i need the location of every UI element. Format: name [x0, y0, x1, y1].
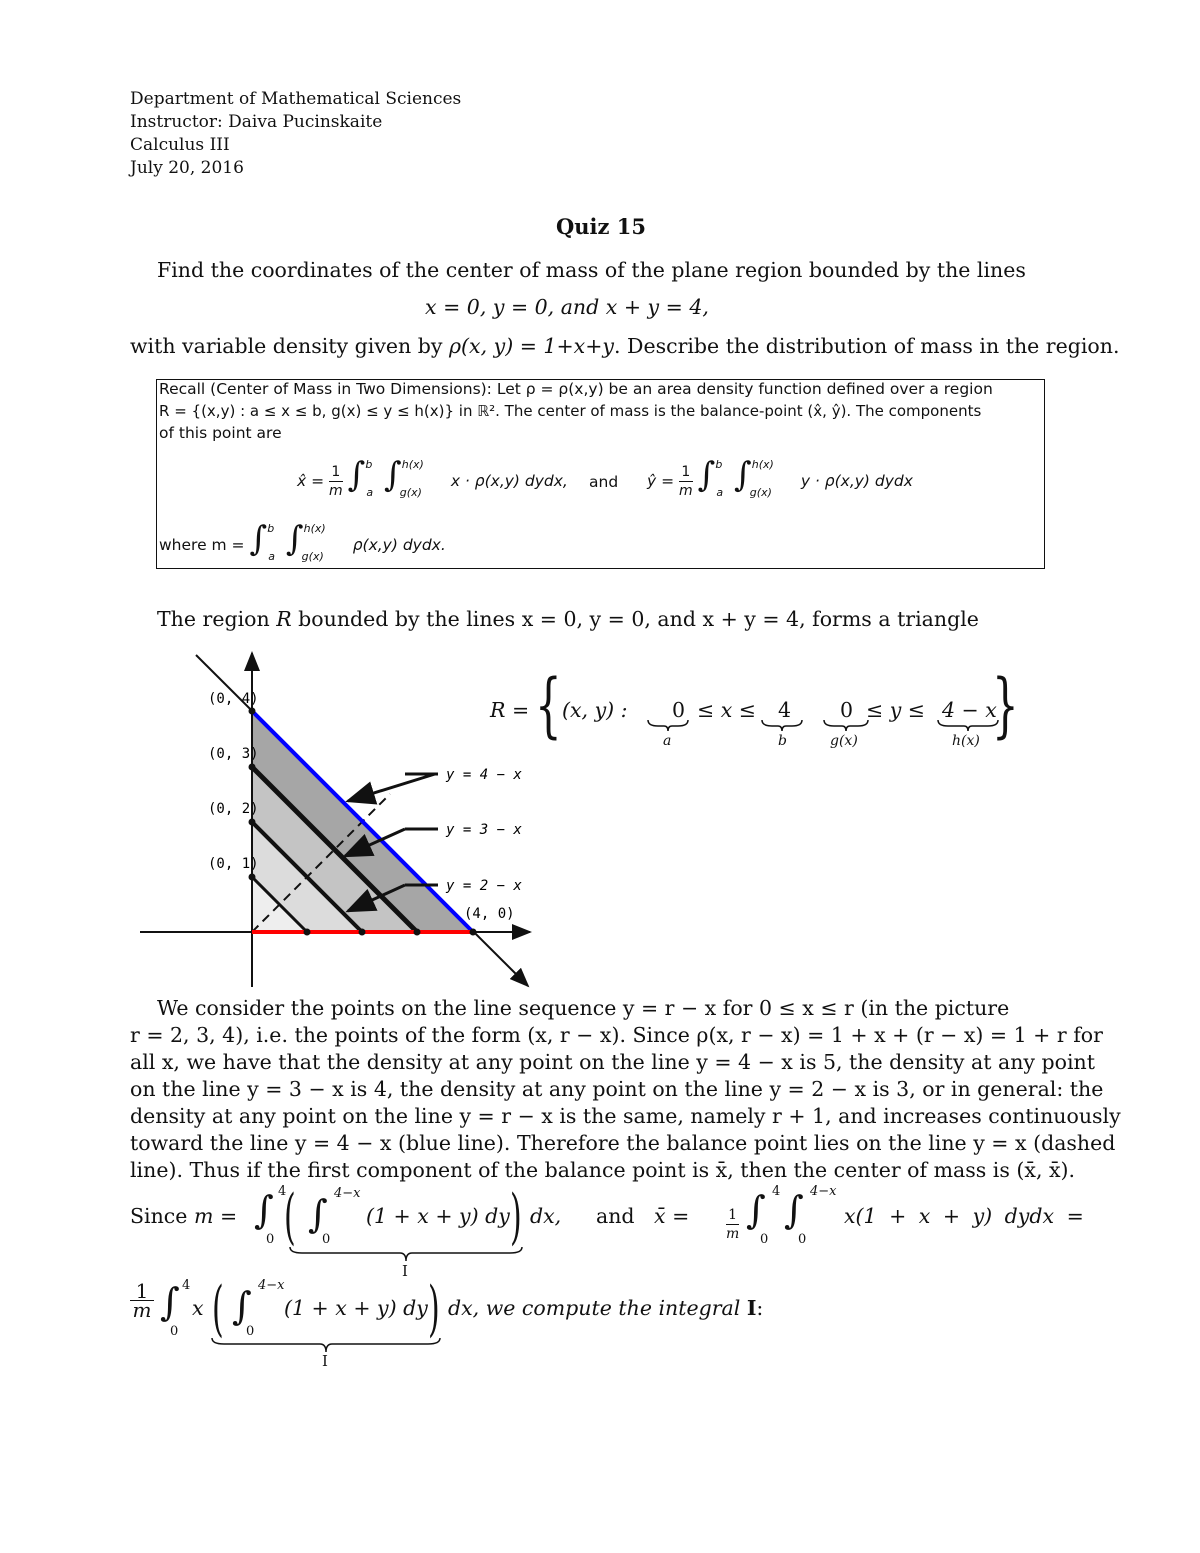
yhat-formula: ŷ = $\frac{1}{m}$ ∫$^b_a$ ∫$^{h(x)}_{g(x)}$ y · ρ(x,y) dydx	[647, 455, 913, 499]
inner-integral-1: ∫	[308, 1192, 328, 1236]
recall-line-1: Recall (Center of Mass in Two Dimensions): Let ρ = ρ(x,y) be an area density function defined over a region	[159, 380, 993, 398]
date-line: July 20, 2016	[130, 158, 244, 178]
underbraces	[640, 718, 1020, 732]
inner-integral-2: ∫	[784, 1188, 804, 1232]
label-y-3-x: y = 3 − x	[446, 822, 522, 838]
label-y-4-x: y = 4 − x	[446, 767, 522, 783]
region-bound-h: 4 − x	[942, 698, 997, 722]
region-bound-a: 0	[672, 698, 686, 722]
label-y-2-x: y = 2 − x	[446, 878, 522, 894]
region-bound-g: 0	[840, 698, 854, 722]
recall-line-3: of this point are	[159, 424, 282, 442]
body-line-7: line). Thus if the first component of the balance point is x̄, then the center of mass is (x̄, x̄).	[130, 1158, 1076, 1182]
right-brace: }	[992, 664, 1019, 746]
body-line-2: r = 2, 3, 4), i.e. the points of the form (x, r − x). Since ρ(x, r − x) = 1 + x + (r − x) = 1 + r for	[130, 1023, 1103, 1047]
region-sentence: The region R bounded by the lines x = 0, y = 0, and x + y = 4, forms a triangle	[157, 607, 979, 631]
xbar-equals: x̄ =	[654, 1204, 690, 1228]
department-line: Department of Mathematical Sciences	[130, 89, 462, 109]
I-label-1: I	[402, 1262, 408, 1280]
region-y-ineq: ≤ y ≤	[866, 698, 925, 722]
since-word: Since	[130, 1204, 188, 1228]
outer-integral-1: ∫	[254, 1188, 274, 1232]
outer-integral-3: ∫	[160, 1280, 180, 1324]
final-sentence: dx, we compute the integral I:	[448, 1296, 764, 1320]
problem-line-3: with variable density given by ρ(x, y) = 1+x+y. Describe the distribution of mass in the region.	[130, 334, 1120, 358]
problem-line-1: Find the coordinates of the center of mass of the plane region bounded by the lines	[157, 258, 1026, 282]
label-0-2: (0, 2)	[208, 801, 259, 817]
integrand-1: (1 + x + y) dy	[366, 1204, 510, 1228]
label-0-4: (0, 4)	[208, 691, 259, 707]
body-line-6: toward the line y = 4 − x (blue line). Therefore the balance point lies on the line y = x (dashed	[130, 1131, 1116, 1155]
body-line-4: on the line y = 3 − x is 4, the density at any point on the line y = 2 − x is 3, or in general: the	[130, 1077, 1104, 1101]
body-line-3: all x, we have that the density at any point on the line y = 4 − x is 5, the density at any point	[130, 1050, 1095, 1074]
region-x-ineq: ≤ x ≤	[697, 698, 756, 722]
label-hx: h(x)	[952, 733, 980, 749]
label-gx: g(x)	[830, 733, 858, 749]
instructor-line: Instructor: Daiva Pucinskaite	[130, 112, 383, 132]
outer-integral-2: ∫	[746, 1188, 766, 1232]
problem-equations: x = 0, y = 0, and x + y = 4,	[425, 295, 709, 319]
inner-integral-3: ∫	[232, 1284, 252, 1328]
triangle-figure	[130, 645, 540, 990]
region-bound-b: 4	[778, 698, 792, 722]
course-line: Calculus III	[130, 135, 230, 155]
xhat-formula: x̂ = $\frac{1}{m}$ ∫$^b_a$ ∫$^{h(x)}_{g(x)}$ x · ρ(x,y) dydx,	[297, 455, 568, 499]
label-0-1: (0, 1)	[208, 856, 259, 872]
region-set-lhs: R =	[490, 698, 530, 722]
label-b: b	[778, 733, 787, 749]
recall-and: and	[589, 473, 619, 491]
integrand-2: (1 + x + y) dy	[284, 1296, 428, 1320]
label-a: a	[663, 733, 672, 749]
left-brace: {	[535, 664, 562, 746]
recall-box	[156, 379, 1045, 569]
page-title: Quiz 15	[556, 214, 646, 239]
label-4-0: (4, 0)	[464, 906, 515, 922]
m-equals: m =	[194, 1204, 238, 1228]
label-0-3: (0, 3)	[208, 746, 259, 762]
body-line-5: density at any point on the line y = r − x is the same, namely r + 1, and increases continuously	[130, 1104, 1121, 1128]
recall-line-2: R = {(x,y) : a ≤ x ≤ b, g(x) ≤ y ≤ h(x)} in ℝ². The center of mass is the balance-point (x̂, ŷ). The components	[159, 402, 982, 420]
mass-formula: where m = ∫$^b_a$ ∫$^{h(x)}_{g(x)}$ ρ(x,y) dydx.	[159, 519, 446, 563]
body-line-1: We consider the points on the line sequence y = r − x for 0 ≤ x ≤ r (in the picture	[157, 996, 1010, 1020]
I-label-2: I	[322, 1352, 328, 1370]
region-set-pair: (x, y) :	[562, 698, 628, 722]
